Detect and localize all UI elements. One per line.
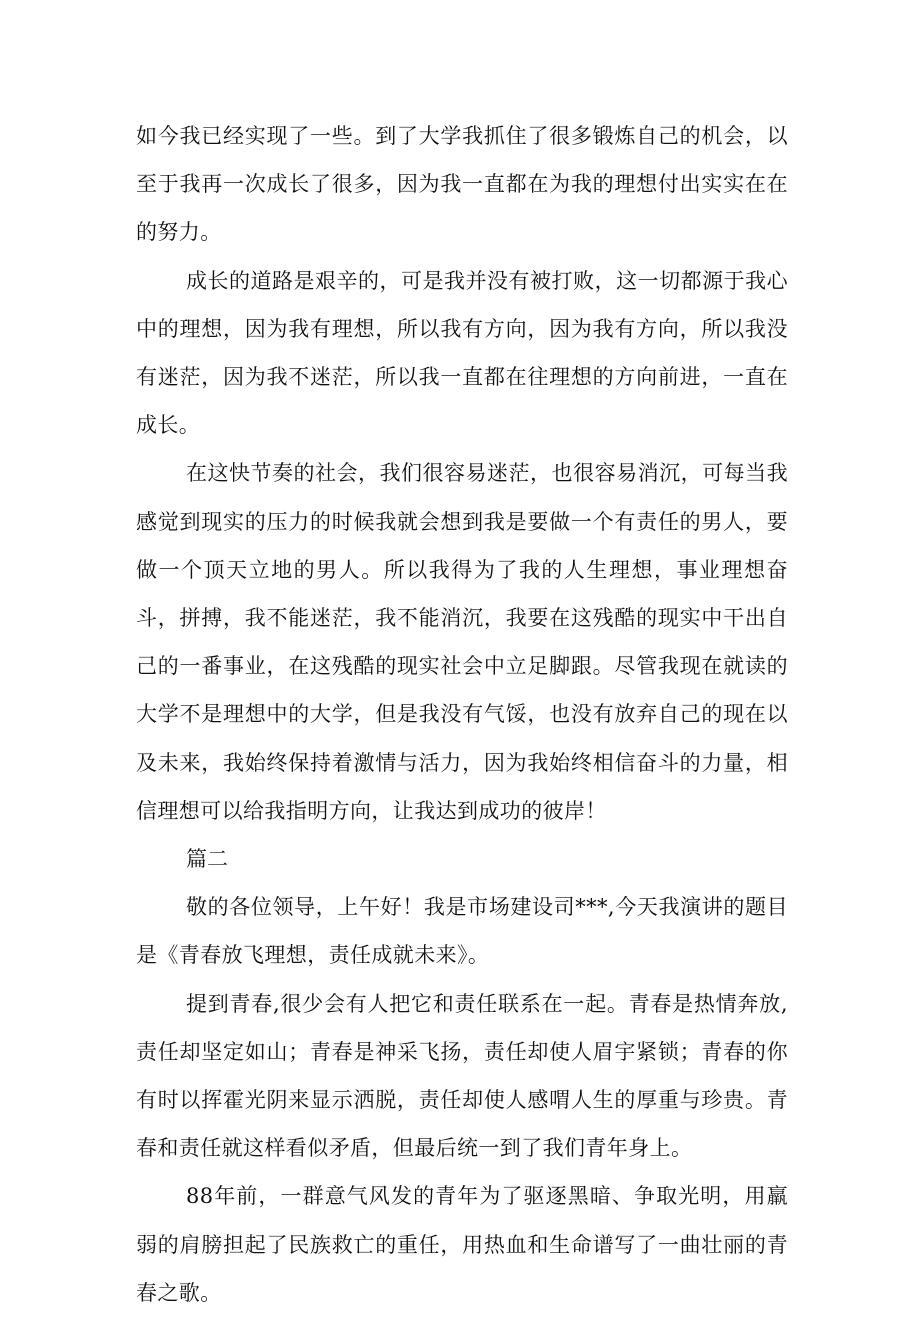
paragraph-5: 提到青春,很少会有人把它和责任联系在一起。青春是热情奔放,责任却坚定如山；青春是神采飞扬，责任却使人眉宇紧锁；青春的你有时以挥霍光阴来显示洒脱，责任却使人感喟人生的厚重与珍贵。青春和责任就这样看似矛盾，但最后统一到了我们青年身上。 (136, 991, 788, 1161)
paragraph-2: 成长的道路是艰辛的，可是我并没有被打败，这一切都源于我心中的理想，因为我有理想，所以我有方向，因为我有方向，所以我没有迷茫，因为我不迷茫，所以我一直都在往理想的方向前进，一直在成长。 (136, 268, 788, 438)
paragraph-3: 在这快节奏的社会，我们很容易迷茫，也很容易消沉，可每当我感觉到现实的压力的时候我就会想到我是要做一个有责任的男人，要做一个顶天立地的男人。所以我得为了我的人生理想，事业理想奋斗，拼搏，我不能迷茫，我不能消沉，我要在这残酷的现实中干出自己的一番事业，在这残酷的现实社会中立足脚跟。尽管我现在就读的大学不是理想中的大学，但是我没有气馁，也没有放弃自己的现在以及未来，我始终保持着激情与活力，因为我始终相信奋斗的力量，相信理想可以给我指明方向，让我达到成功的彼岸！ (136, 461, 788, 823)
paragraph-4: 敬的各位领导，上午好！我是市场建设司***,今天我演讲的题目是《青春放飞理想，责任成就未来》。 (136, 895, 788, 968)
document-page (136, 112, 788, 1317)
paragraph-6: 88年前，一群意气风发的青年为了驱逐黑暗、争取光明，用羸弱的肩膀担起了民族救亡的重任，用热血和生命谱写了一曲壮丽的青春之歌。 (136, 1184, 788, 1305)
paragraph-1: 如今我已经实现了一些。到了大学我抓住了很多锻炼自己的机会，以至于我再一次成长了很多，因为我一直都在为我的理想付出实实在在的努力。 (136, 124, 788, 245)
section-heading: 篇二 (186, 847, 228, 872)
